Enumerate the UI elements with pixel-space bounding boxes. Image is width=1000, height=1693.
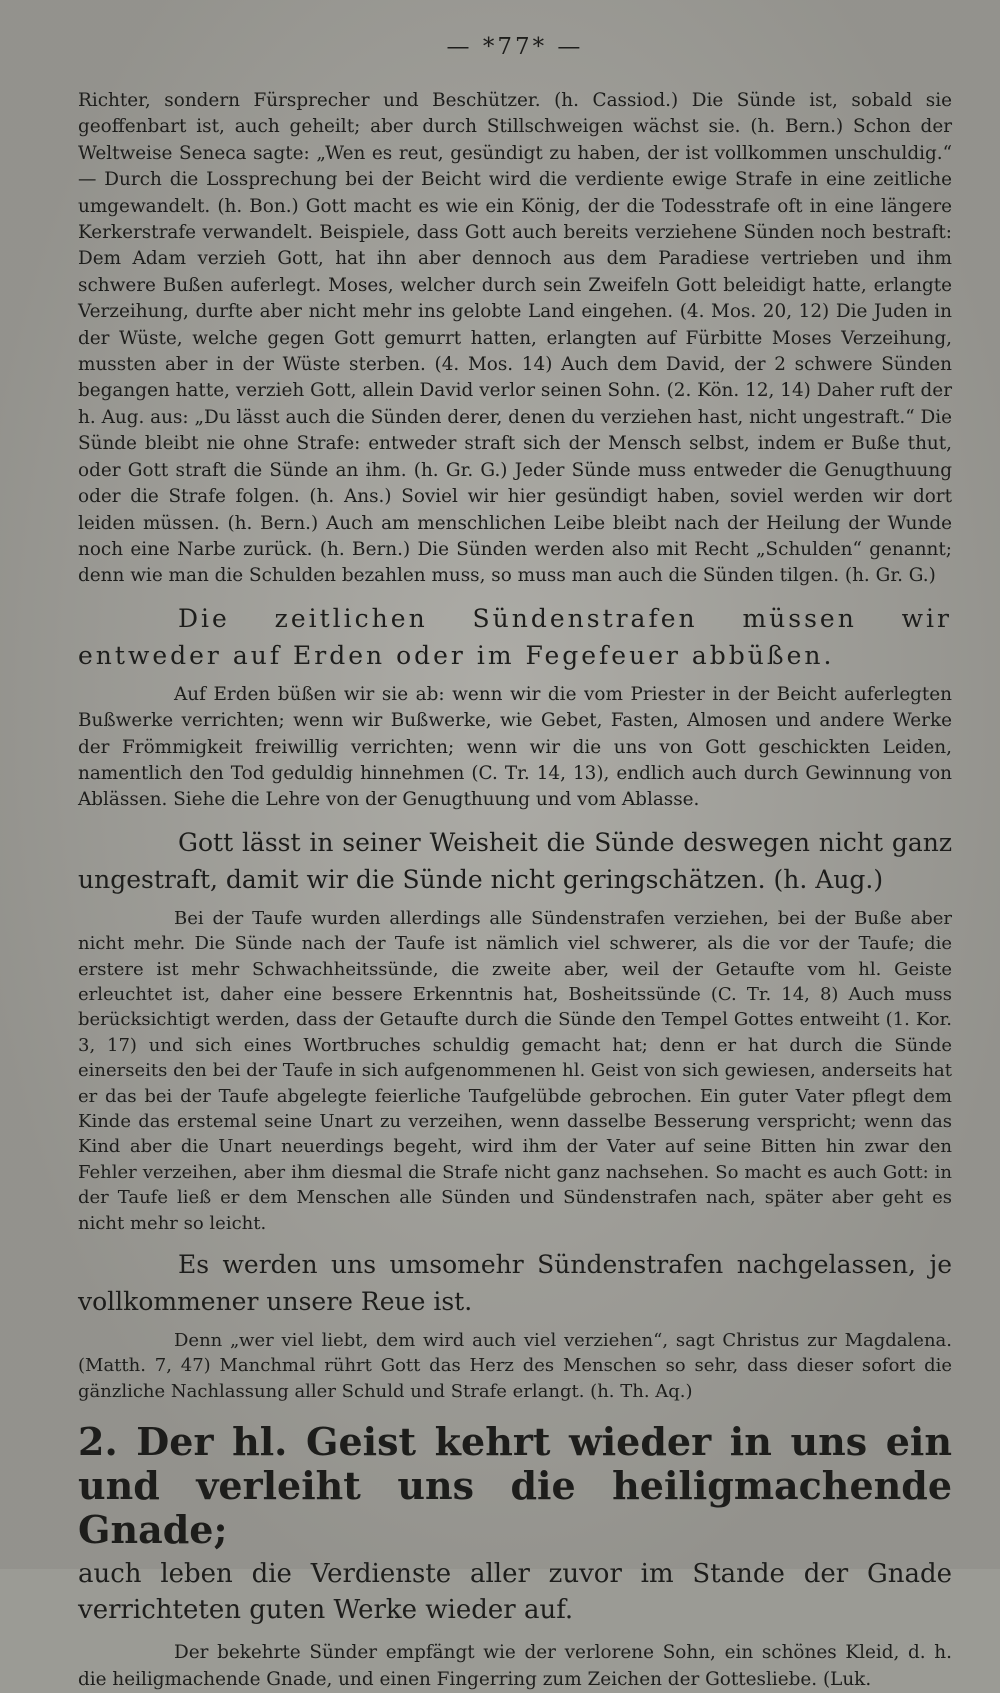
- section-heading-continuation: auch leben die Verdienste aller zuvor im Stande der Gnade verrichteten guten Werke wieder auf.: [78, 1559, 952, 1626]
- lead-sentence-3: Es werden uns umsomehr Sündenstrafen nachgelassen, je vollkommener unsere Reue ist.: [78, 1250, 952, 1317]
- body-paragraph-5: Der bekehrte Sünder empfängt wie der verlorene Sohn, ein schönes Kleid, d. h. die heiligmachende Gnade, und einen Fingerring zum Zeichen der Gottesliebe. (Luk.: [78, 1642, 952, 1690]
- body-paragraph-1: Richter, sondern Fürsprecher und Beschützer. (h. Cassiod.) Die Sünde ist, sobald sie geoffenbart ist, auch geheilt; aber durch Stillschweigen wächst sie. (h. Bern.) Schon der Weltweise Seneca sagte: „Wen es reut, gesündigt zu haben, der ist vollkommen unschuldig.“ — Durch die Lossprechung bei der Beicht wird die verdiente ewige Strafe in eine zeitliche umgewandelt. (h. Bon.) Gott macht es wie ein König, der die Todesstrafe oft in eine längere Kerkerstrafe verwandelt. Beispiele, dass Gott auch bereits verziehene Sünden noch bestraft: Dem Adam verzieh Gott, hat ihn aber dennoch aus dem Paradiese vertrieben und ihm schwere Bußen auferlegt. Moses, welcher durch sein Zweifeln Gott beleidigt hatte, erlangte Verzeihung, durfte aber nicht mehr ins gelobte Land eingehen. (4. Mos. 20, 12) Die Juden in der Wüste, welche gegen Gott gemurrt hatten, erlangten auf Fürbitte Moses Verzeihung, mussten aber in der Wüste sterben. (4. Mos. 14) Auch dem David, der 2 schwere Sünden begangen hatte, verzieh Gott, allein David verlor seinen Sohn. (2. Kön. 12, 14) Daher ruft der h. Aug. aus: „Du lässt auch die Sünden derer, denen du verziehen hast, nicht ungestraft.“ Die Sünde bleibt nie ohne Strafe: entweder straft sich der Mensch selbst, indem er Buße thut, oder Gott straft die Sünde an ihm. (h. Gr. G.) Jeder Sünde muss entweder die Genugthuung oder die Strafe folgen. (h. Ans.) Soviel wir hier gesündigt haben, soviel werden wir dort leiden müssen. (h. Bern.) Auch am menschlichen Leibe bleibt nach der Heilung der Wunde noch eine Narbe zurück. (h. Bern.) Die Sünden werden also mit Recht „Schulden“ genannt; denn wie man die Schulden bezahlen muss, so muss man auch die Sünden tilgen. (h. Gr. G.): [78, 90, 952, 587]
- lead-sentence-1: Die zeitlichen Sündenstrafen müssen wir entweder auf Erden oder im Fegefeuer abbüßen.: [78, 603, 952, 670]
- body-paragraph-2: Auf Erden büßen wir sie ab: wenn wir die vom Priester in der Beicht auferlegten Bußwerke verrichten; wenn wir Bußwerke, wie Gebet, Fasten, Almosen und andere Werke der Frömmigkeit freiwillig verrichten; wenn wir die uns von Gott geschickten Leiden, namentlich den Tod geduldig hinnehmen (C. Tr. 14, 13), endlich auch durch Gewinnung von Ablässen. Siehe die Lehre von der Genugthuung und vom Ablasse.: [78, 683, 952, 811]
- page-number: — *77* —: [446, 34, 584, 60]
- section-heading: 2. Der hl. Geist kehrt wieder in uns ein und verleiht uns die heiligmachende Gnade;: [78, 1419, 952, 1553]
- body-paragraph-4: Denn „wer viel liebt, dem wird auch viel verziehen“, sagt Christus zur Magdalena. (Matth. 7, 47) Manchmal rührt Gott das Herz des Menschen so sehr, dass dieser sofort die gänzliche Nachlassung aller Schuld und Strafe erlangt. (h. Th. Aq.): [78, 1330, 952, 1402]
- lead-sentence-2: Gott lässt in seiner Weisheit die Sünde deswegen nicht ganz ungestraft, damit wir die Sünde nicht geringschätzen. (h. Aug.): [78, 827, 952, 894]
- body-paragraph-3: Bei der Taufe wurden allerdings alle Sündenstrafen verziehen, bei der Buße aber nicht mehr. Die Sünde nach der Taufe ist nämlich viel schwerer, als die vor der Taufe; die erstere ist mehr Schwachheitssünde, die zweite aber, weil der Getaufte vom hl. Geiste erleuchtet ist, daher eine bessere Erkenntnis hat, Bosheitssünde (C. Tr. 14, 8) Auch muss berücksichtigt werden, dass der Getaufte durch die Sünde den Tempel Gottes entweiht (1. Kor. 3, 17) und sich eines Wortbruches schuldig gemacht hat; denn er hat durch die Sünde einerseits den bei der Taufe in sich aufgenommenen hl. Geist von sich gewiesen, anderseits hat er das bei der Taufe abgelegte feierliche Taufgelübde gebrochen. Ein guter Vater pflegt dem Kinde das erstemal seine Unart zu verzeihen, wenn dasselbe Besserung verspricht; wenn das Kind aber die Unart neuerdings begeht, wird ihm der Vater auf seine Bitten hin zwar den Fehler verzeihen, aber ihm diesmal die Strafe nicht ganz nachsehen. So macht es auch Gott: in der Taufe ließ er dem Menschen alle Sünden und Sündenstrafen nach, später aber geht es nicht mehr so leicht.: [78, 907, 953, 1234]
